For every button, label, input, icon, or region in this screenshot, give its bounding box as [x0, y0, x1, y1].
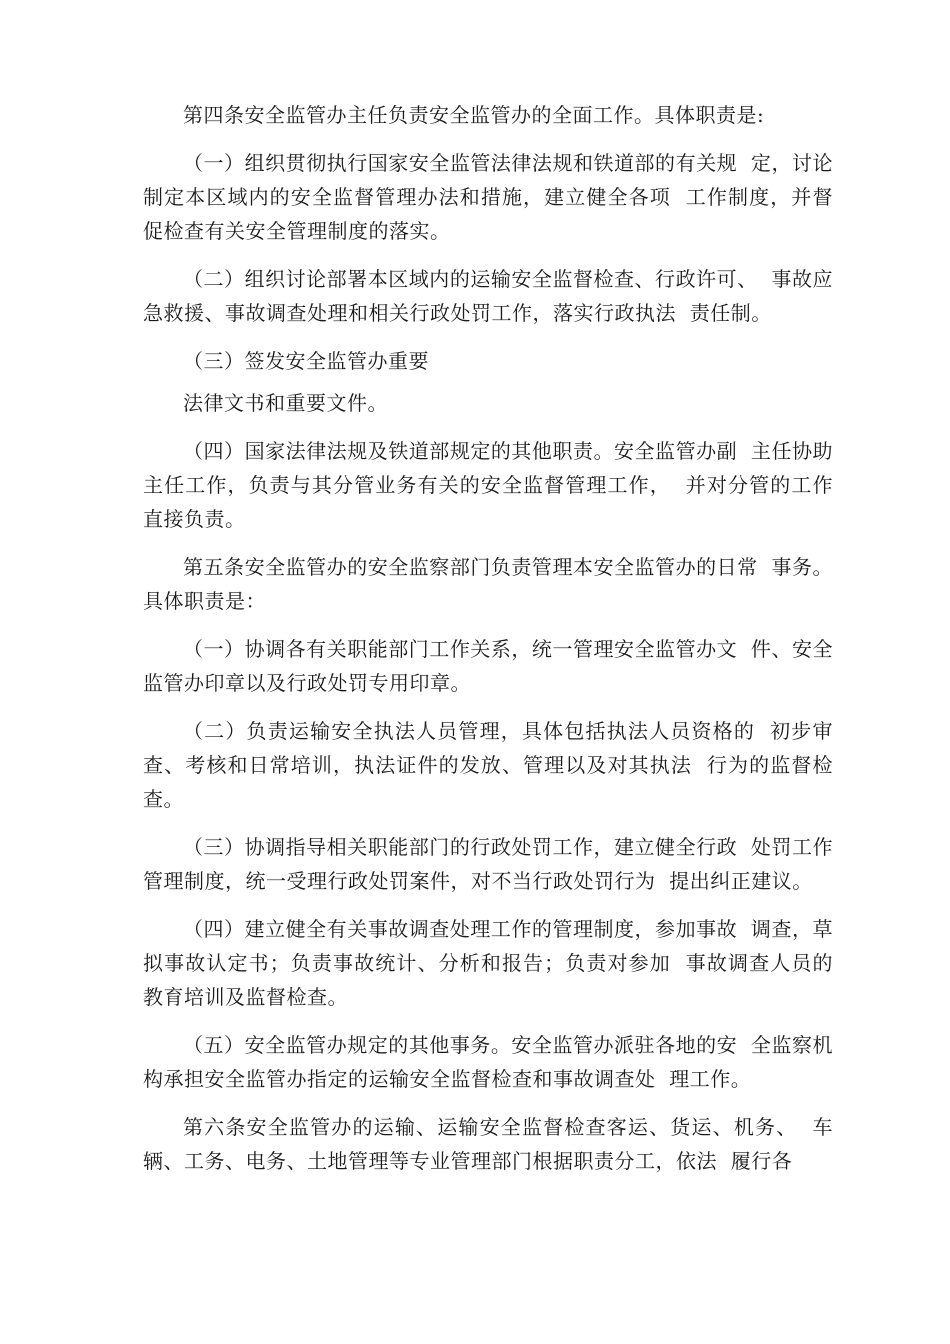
article-5-item-4: （四）建立健全有关事故调查处理工作的管理制度，参加事故 调查，草拟事故认定书；负责事故统计、分析和报告；负责对参加 事故调查人员的教育培训及监督检查。 — [143, 917, 833, 1009]
article-4-item-4: （四）国家法律法规及铁道部规定的其他职责。安全监管办副 主任协助主任工作，负责与其分管业务有关的安全监督管理工作， 并对分管的工作直接负责。 — [143, 439, 833, 531]
article-6-heading: 第六条安全监管办的运输、运输安全监督检查客运、货运、机务、 车辆、工务、电务、土地管理等专业管理部门根据职责分工，依法 履行各 — [143, 1115, 833, 1173]
article-4-heading: 第四条安全监管办主任负责安全监管办的全面工作。具体职责是: — [183, 103, 765, 127]
article-5-item-2: （二）负责运输安全执法人员管理，具体包括执法人员资格的 初步审查、考核和日常培训，执法证件的发放、管理以及对其执法 行为的监督检查。 — [143, 719, 833, 811]
article-5-item-1: （一）协调各有关职能部门工作关系，统一管理安全监管办文 件、安全监管办印章以及行政处罚专用印章。 — [143, 637, 833, 695]
article-5-item-3: （三）协调指导相关职能部门的行政处罚工作，建立健全行政 处罚工作管理制度，统一受理行政处罚案件，对不当行政处罚行为 提出纠正建议。 — [143, 835, 833, 893]
document-body — [143, 98, 833, 1192]
article-4-item-2: （二）组织讨论部署本区域内的运输安全监督检查、行政许可、 事故应急救援、事故调查处理和相关行政处罚工作，落实行政执法 责任制。 — [143, 267, 833, 325]
article-4-item-3: （三）签发安全监管办重要 — [183, 349, 429, 373]
article-5-item-5: （五）安全监管办规定的其他事务。安全监管办派驻各地的安 全监察机构承担安全监管办指定的运输安全监督检查和事故调查处 理工作。 — [143, 1033, 833, 1091]
article-4-item-1: （一）组织贯彻执行国家安全监管法律法规和铁道部的有关规 定，讨论制定本区域内的安全监督管理办法和措施，建立健全各项 工作制度，并督促检查有关安全管理制度的落实。 — [143, 151, 833, 243]
article-4-item-3-continued: 法律文书和重要文件。 — [183, 391, 388, 415]
article-5-heading: 第五条安全监管办的安全监察部门负责管理本安全监管办的日常 事务。具体职责是： — [143, 555, 833, 613]
